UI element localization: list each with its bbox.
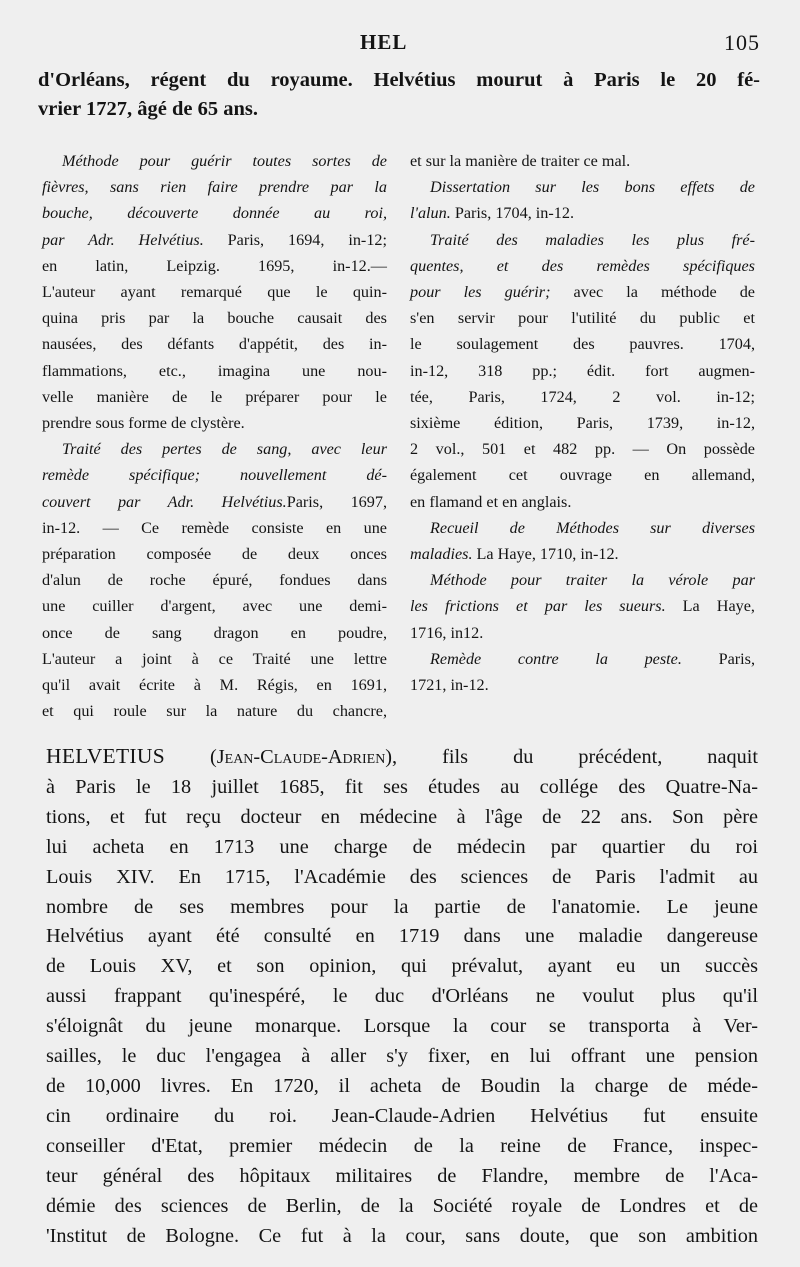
title-text: Dissertation sur les bons effets de <box>430 178 755 197</box>
bio-line: de Louis XV, et son opinion, qui prévalut, ayant eu un succès <box>46 955 758 978</box>
title-text: Traité des pertes de sang, avec leur <box>62 440 387 459</box>
bio-line: sailles, le duc l'engagea à aller s'y fixer, en lui offrant une pension <box>46 1045 758 1068</box>
title-text: l'alun. <box>410 204 451 223</box>
body-text: 1721, in-12. <box>410 676 489 695</box>
column-line <box>410 174 755 200</box>
body-text: et sur la manière de traiter ce mal. <box>410 152 631 170</box>
bio-line: s'éloignât du jeune monarque. Lorsque la cour se transporta à Ver- <box>46 1015 758 1038</box>
body-text: nausées, des défants d'appétit, des in- <box>42 335 387 354</box>
column-line <box>42 541 387 567</box>
title-text: Remède contre la peste. <box>430 649 682 668</box>
bio-first-line <box>46 742 758 773</box>
body-text: qu'il avait écrite à M. Régis, en 1691, <box>42 676 387 695</box>
body-text: La Haye, 1710, in-12. <box>472 545 619 564</box>
bio-line: à Paris le 18 juillet 1685, fit ses études au collége des Quatre-Na- <box>46 775 758 798</box>
body-text: tée, Paris, 1724, 2 vol. in-12; <box>410 387 755 406</box>
entry-name: HELVETIUS <box>46 744 165 768</box>
bio-line: cin ordinaire du roi. Jean-Claude-Adrien Helvétius fut ensuite <box>46 1104 758 1127</box>
running-title: HEL <box>360 30 408 54</box>
column-line <box>410 305 755 331</box>
column-line <box>42 567 387 593</box>
body-text: prendre sous forme de clystère. <box>42 414 245 433</box>
body-text: une cuiller d'argent, avec une demi- <box>42 597 387 616</box>
title-text: pour les guérir; <box>410 283 551 302</box>
bio-line: lui acheta en 1713 une charge de médecin par quartier du roi <box>46 835 758 858</box>
body-text: en latin, Leipzig. 1695, in-12.— <box>42 256 387 275</box>
title-text: couvert par Adr. Helvétius. <box>42 492 287 511</box>
lead-line: d'Orléans, régent du royaume. Helvétius mourut à Paris le 20 fé- <box>38 69 760 91</box>
column-line <box>42 462 387 488</box>
column-line <box>410 672 755 698</box>
column-line <box>42 410 387 436</box>
body-text: préparation composée de deux onces <box>42 545 387 564</box>
body-text: Paris, 1694, in-12; <box>203 230 388 249</box>
column-line <box>410 384 755 410</box>
bio-line: tions, et fut reçu docteur en médecine à l'âge de 22 ans. Son père <box>46 805 758 828</box>
column-line <box>42 593 387 619</box>
column-line <box>410 148 755 174</box>
title-text: Méthode pour guérir toutes sortes de <box>62 152 387 170</box>
column-line <box>410 331 755 357</box>
body-text: également cet ouvrage en allemand, <box>410 466 755 485</box>
title-text: les frictions et par les sueurs. <box>410 597 666 616</box>
bio-line: nombre de ses membres pour la partie de l'anatomie. Le jeune <box>46 895 758 918</box>
body-text: et qui roule sur la nature du chancre, <box>42 702 387 721</box>
body-text: in-12, 318 pp.; édit. fort augmen- <box>410 361 755 380</box>
body-text: L'auteur ayant remarqué que le quin- <box>42 283 387 302</box>
page-number: 105 <box>724 30 760 55</box>
bio-line: 'Institut de Bologne. Ce fut à la cour, sans doute, que son ambition <box>46 1224 758 1247</box>
column-line <box>42 646 387 672</box>
column-line <box>410 593 755 619</box>
column-line <box>42 305 387 331</box>
body-text: Paris, <box>681 649 755 668</box>
column-line <box>410 620 755 646</box>
title-text: quentes, et des remèdes spécifiques <box>410 256 755 275</box>
column-line <box>42 200 387 226</box>
column-line <box>410 227 755 253</box>
column-line <box>42 672 387 698</box>
body-text: sixième édition, Paris, 1739, in-12, <box>410 414 755 433</box>
body-text: L'auteur a joint à ce Traité une lettre <box>42 649 387 668</box>
body-text: d'alun de roche épuré, fondues dans <box>42 571 387 590</box>
bio-line: Helvétius ayant été consulté en 1719 dans une maladie dangereuse <box>46 925 758 948</box>
column-line <box>410 200 755 226</box>
body-text: le soulagement des pauvres. 1704, <box>410 335 755 354</box>
running-head <box>0 30 800 60</box>
column-line <box>410 462 755 488</box>
column-line <box>42 620 387 646</box>
bio-line: de 10,000 livres. En 1720, il acheta de Boudin la charge de méde- <box>46 1074 758 1097</box>
body-text: quina pris par la bouche causait des <box>42 309 387 328</box>
column-line <box>42 515 387 541</box>
body-text: s'en servir pour l'utilité du public et <box>410 309 755 328</box>
body-text: La Haye, <box>665 597 755 616</box>
body-text: avec la méthode de <box>550 283 755 302</box>
title-text: bouche, découverte donnée au roi, <box>42 204 387 223</box>
column-line <box>410 515 755 541</box>
bio-line: conseiller d'Etat, premier médecin de la reine de France, inspec- <box>46 1134 758 1157</box>
column-line <box>410 489 755 515</box>
title-text: maladies. <box>410 545 473 564</box>
bio-line: démie des sciences de Berlin, de la Société royale de Londres et de <box>46 1194 758 1217</box>
column-line <box>410 646 755 672</box>
title-text: Méthode pour traiter la vérole par <box>430 571 755 590</box>
bio-line: aussi frappant qu'inespéré, le duc d'Orléans ne voulut plus qu'il <box>46 985 758 1008</box>
body-text: once de sang dragon en poudre, <box>42 623 387 642</box>
body-text: en flamand et en anglais. <box>410 492 572 511</box>
column-line <box>410 567 755 593</box>
body-text: 1716, in12. <box>410 623 484 642</box>
column-line <box>42 489 387 515</box>
column-line <box>410 410 755 436</box>
lead-line: vrier 1727, âgé de 65 ans. <box>38 98 258 120</box>
title-text: Traité des maladies les plus fré- <box>430 230 755 249</box>
body-text: in-12. — Ce remède consiste en une <box>42 518 387 537</box>
column-line <box>410 253 755 279</box>
column-line <box>42 358 387 384</box>
bio-line: Louis XIV. En 1715, l'Académie des sciences de Paris l'admit au <box>46 865 758 888</box>
body-text: 2 vol., 501 et 482 pp. — On possède <box>410 440 755 459</box>
column-line <box>42 227 387 253</box>
column-line <box>410 279 755 305</box>
title-text: par Adr. Helvétius. <box>42 230 204 249</box>
column-line <box>42 331 387 357</box>
left-column <box>42 148 387 724</box>
lead-paragraph <box>38 66 760 124</box>
column-line <box>410 541 755 567</box>
column-line <box>42 148 387 174</box>
bio-line: teur général des hôpitaux militaires de Flandre, membre de l'Aca- <box>46 1164 758 1187</box>
title-text: fièvres, sans rien faire prendre par la <box>42 178 387 197</box>
column-line <box>42 384 387 410</box>
title-text: remède spécifique; nouvellement dé- <box>42 466 387 485</box>
bio-first-line-text: fils du précédent, naquit <box>397 746 759 768</box>
biography-entry <box>46 742 758 1251</box>
body-text: Paris, 1697, <box>286 492 388 511</box>
right-column <box>410 148 755 698</box>
title-text: Recueil de Méthodes sur diverses <box>430 518 755 537</box>
column-line <box>410 436 755 462</box>
column-line <box>42 436 387 462</box>
body-text: velle manière de le préparer pour le <box>42 387 387 406</box>
column-line <box>42 279 387 305</box>
body-text: Paris, 1704, in-12. <box>450 204 574 223</box>
column-line <box>42 174 387 200</box>
column-line <box>42 253 387 279</box>
entry-given-names: (Jean-Claude-Adrien), <box>210 746 398 768</box>
body-text: flammations, etc., imagina une nou- <box>42 361 387 380</box>
column-line <box>410 358 755 384</box>
column-line <box>42 698 387 724</box>
